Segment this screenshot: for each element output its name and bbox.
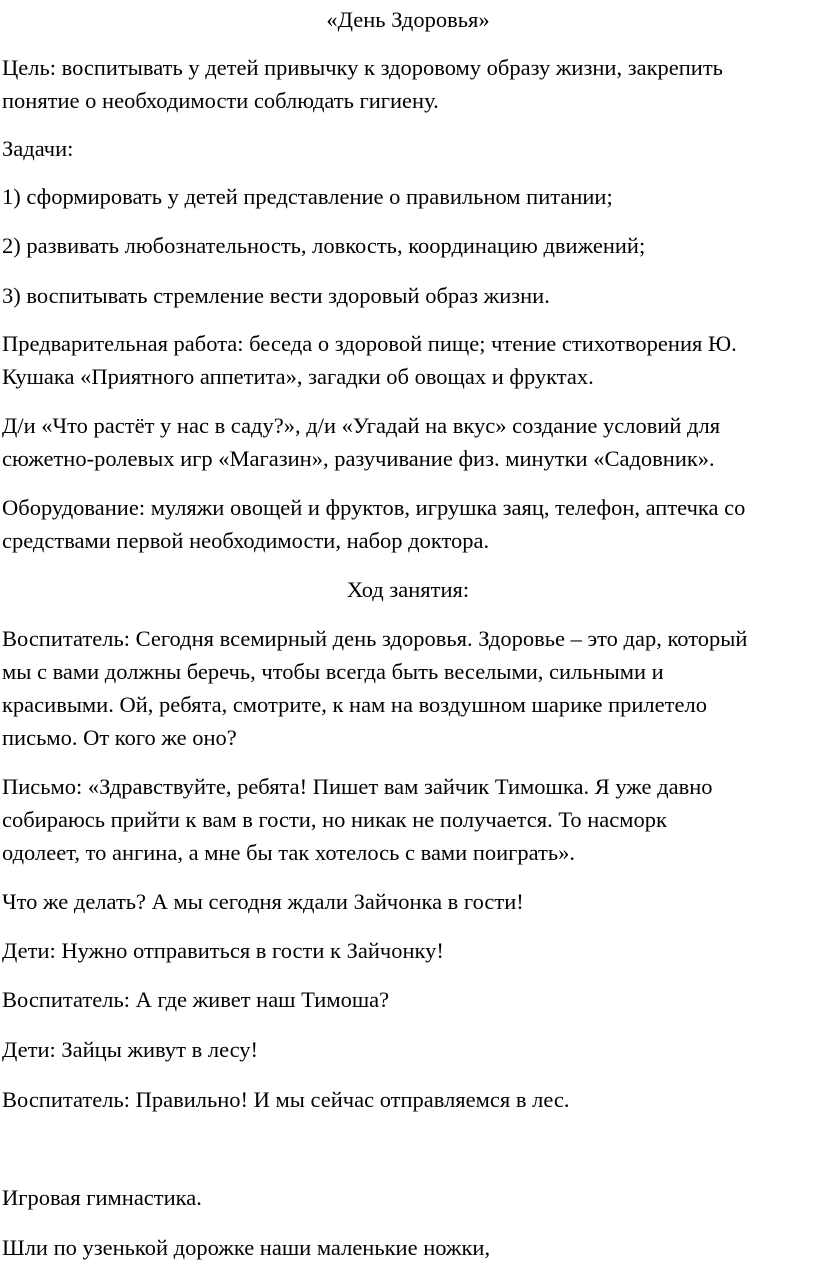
question-line: Что же делать? А мы сегодня ждали Зайчонка в гости!	[2, 889, 524, 914]
teacher-intro-line-3: красивыми. Ой, ребята, смотрите, к нам на воздушном шарике прилетело	[2, 692, 707, 717]
games-line-1: Д/и «Что растёт у нас в саду?», д/и «Угадай на вкус» создание условий для	[2, 413, 721, 438]
document-title: «День Здоровья»	[326, 7, 490, 32]
teacher-intro-line-2: мы с вами должны беречь, чтобы всегда быть веселыми, сильными и	[2, 659, 664, 684]
teacher-intro-line-4: письмо. От кого же оно?	[2, 725, 237, 750]
tasks-heading: Задачи:	[2, 136, 74, 161]
equipment-line-2: средствами первой необходимости, набор доктора.	[2, 528, 490, 553]
task-item-3: 3) воспитывать стремление вести здоровый образ жизни.	[2, 283, 550, 308]
preliminary-work-line-1: Предварительная работа: беседа о здоровой пище; чтение стихотворения Ю.	[2, 331, 737, 356]
children-reply-2: Дети: Зайцы живут в лесу!	[2, 1037, 259, 1062]
games-line-2: сюжетно-ролевых игр «Магазин», разучивание физ. минутки «Садовник».	[2, 446, 715, 471]
task-item-2: 2) развивать любознательность, ловкость, координацию движений;	[2, 233, 646, 258]
goal-line-1: Цель: воспитывать у детей привычку к здоровому образу жизни, закрепить	[2, 55, 723, 80]
children-reply-1: Дети: Нужно отправиться в гости к Зайчонку!	[2, 938, 444, 963]
teacher-line-2: Воспитатель: А где живет наш Тимоша?	[2, 987, 390, 1012]
teacher-intro-line-1: Воспитатель: Сегодня всемирный день здоровья. Здоровье – это дар, который	[2, 626, 748, 651]
letter-line-2: собираюсь прийти к вам в гости, но никак не получается. То насморк	[2, 807, 667, 832]
gymnastics-heading: Игровая гимнастика.	[2, 1185, 202, 1210]
equipment-line-1: Оборудование: муляжи овощей и фруктов, игрушка заяц, телефон, аптечка со	[2, 495, 746, 520]
goal-line-2: понятие о необходимости соблюдать гигиену.	[2, 88, 439, 113]
teacher-line-3: Воспитатель: Правильно! И мы сейчас отправляемся в лес.	[2, 1087, 570, 1112]
poem-line-1: Шли по узенькой дорожке наши маленькие ножки,	[2, 1235, 491, 1260]
lesson-heading: Ход занятия:	[346, 577, 470, 602]
letter-line-1: Письмо: «Здравствуйте, ребята! Пишет вам зайчик Тимошка. Я уже давно	[2, 774, 713, 799]
letter-line-3: одолеет, то ангина, а мне бы так хотелось с вами поиграть».	[2, 840, 576, 865]
task-item-1: 1) сформировать у детей представление о правильном питании;	[2, 184, 613, 209]
preliminary-work-line-2: Кушака «Приятного аппетита», загадки об овощах и фруктах.	[2, 364, 594, 389]
